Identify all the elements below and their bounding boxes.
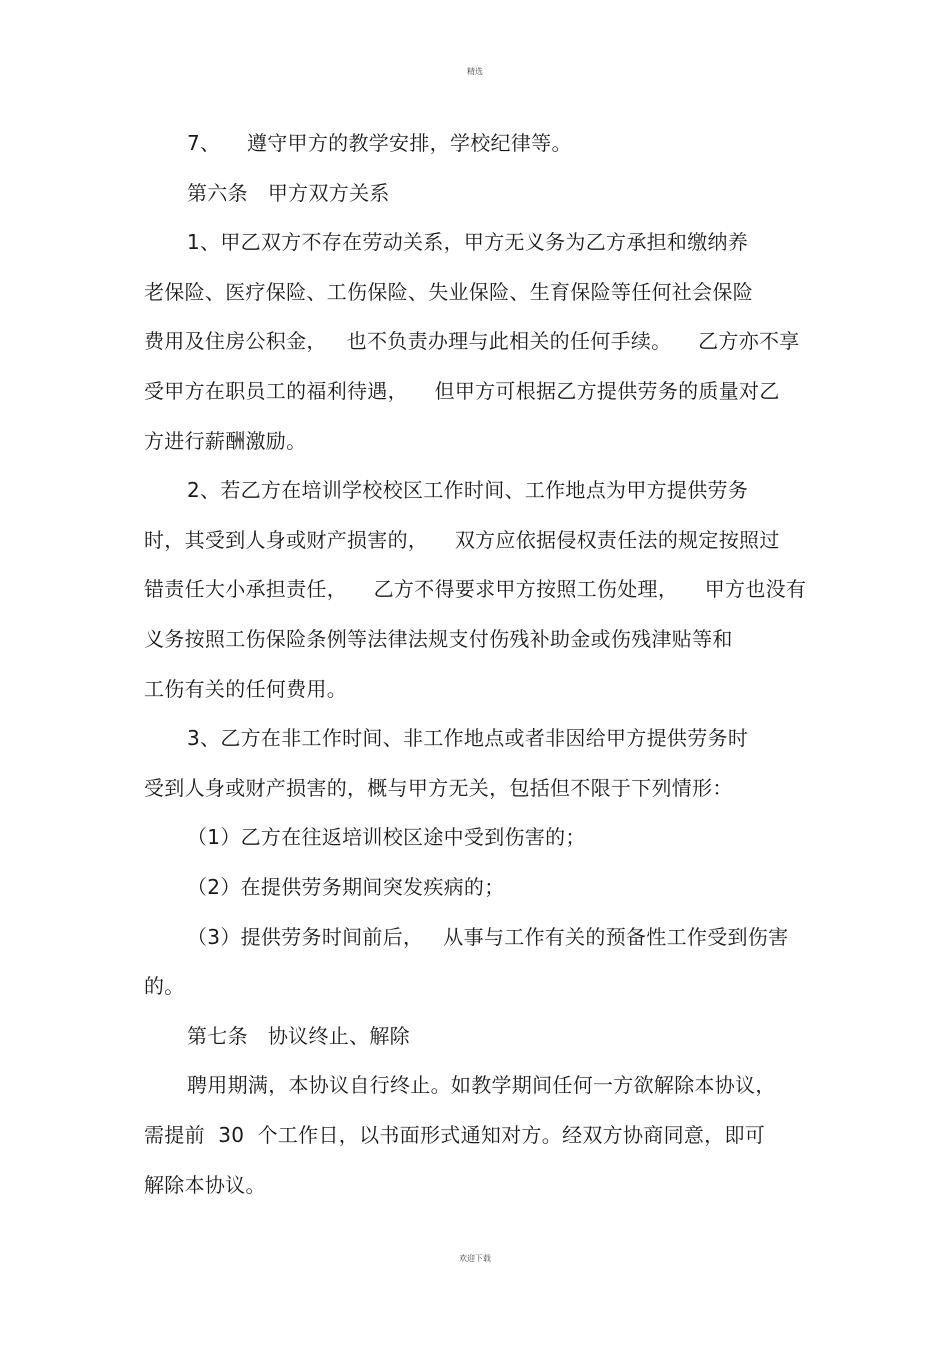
page-header: 精选 xyxy=(467,67,483,76)
text-line: 7、 遵守甲方的教学安排，学校纪律等。 xyxy=(187,131,572,155)
text-line: 方进行薪酬激励。 xyxy=(144,429,307,453)
text-line: 3、乙方在非工作时间、非工作地点或者非因给甲方提供劳务时 xyxy=(187,726,749,750)
text-line: （1）乙方在往返培训校区途中受到伤害的； xyxy=(187,825,586,849)
text-line: （3）提供劳务时间前后， 从事与工作有关的预备性工作受到伤害 xyxy=(187,925,789,949)
text-line: 老保险、医疗保险、工伤保险、失业保险、生育保险等任何社会保险 xyxy=(144,280,753,304)
text-line: 工伤有关的任何费用。 xyxy=(144,677,347,701)
text-line: 时，其受到人身或财产损害的， 双方应依据侵权责任法的规定按照过 xyxy=(144,528,780,552)
text-line: 义务按照工伤保险条例等法律法规支付伤残补助金或伤残津贴等和 xyxy=(144,627,733,651)
text-line: 聘用期满，本协议自行终止。如教学期间任何一方欲解除本协议， xyxy=(187,1073,776,1097)
text-line: 错责任大小承担责任， 乙方不得要求甲方按照工伤处理， 甲方也没有 xyxy=(144,577,807,601)
text-line: 解除本协议。 xyxy=(144,1173,266,1197)
text-line: 第六条 甲方双方关系 xyxy=(187,181,390,205)
text-line: 第七条 协议终止、解除 xyxy=(187,1024,410,1048)
text-line: 的。 xyxy=(144,974,185,998)
text-line: 受甲方在职员工的福利待遇， 但甲方可根据乙方提供劳务的质量对乙 xyxy=(144,379,780,403)
text-line: 1、甲乙双方不存在劳动关系，甲方无义务为乙方承担和缴纳养 xyxy=(187,230,749,254)
page-footer: 欢迎下载 xyxy=(459,1254,491,1263)
text-line: 受到人身或财产损害的，概与甲方无关，包括但不限于下列情形： xyxy=(144,776,733,800)
text-line: 费用及住房公积金， 也不负责办理与此相关的任何手续。 乙方亦不享 xyxy=(144,329,800,353)
text-line: 2、若乙方在培训学校校区工作时间、工作地点为甲方提供劳务 xyxy=(187,478,749,502)
text-line: 需提前 30 个工作日，以书面形式通知对方。经双方协商同意，即可 xyxy=(144,1123,766,1147)
text-line: （2）在提供劳务期间突发疾病的； xyxy=(187,875,505,899)
